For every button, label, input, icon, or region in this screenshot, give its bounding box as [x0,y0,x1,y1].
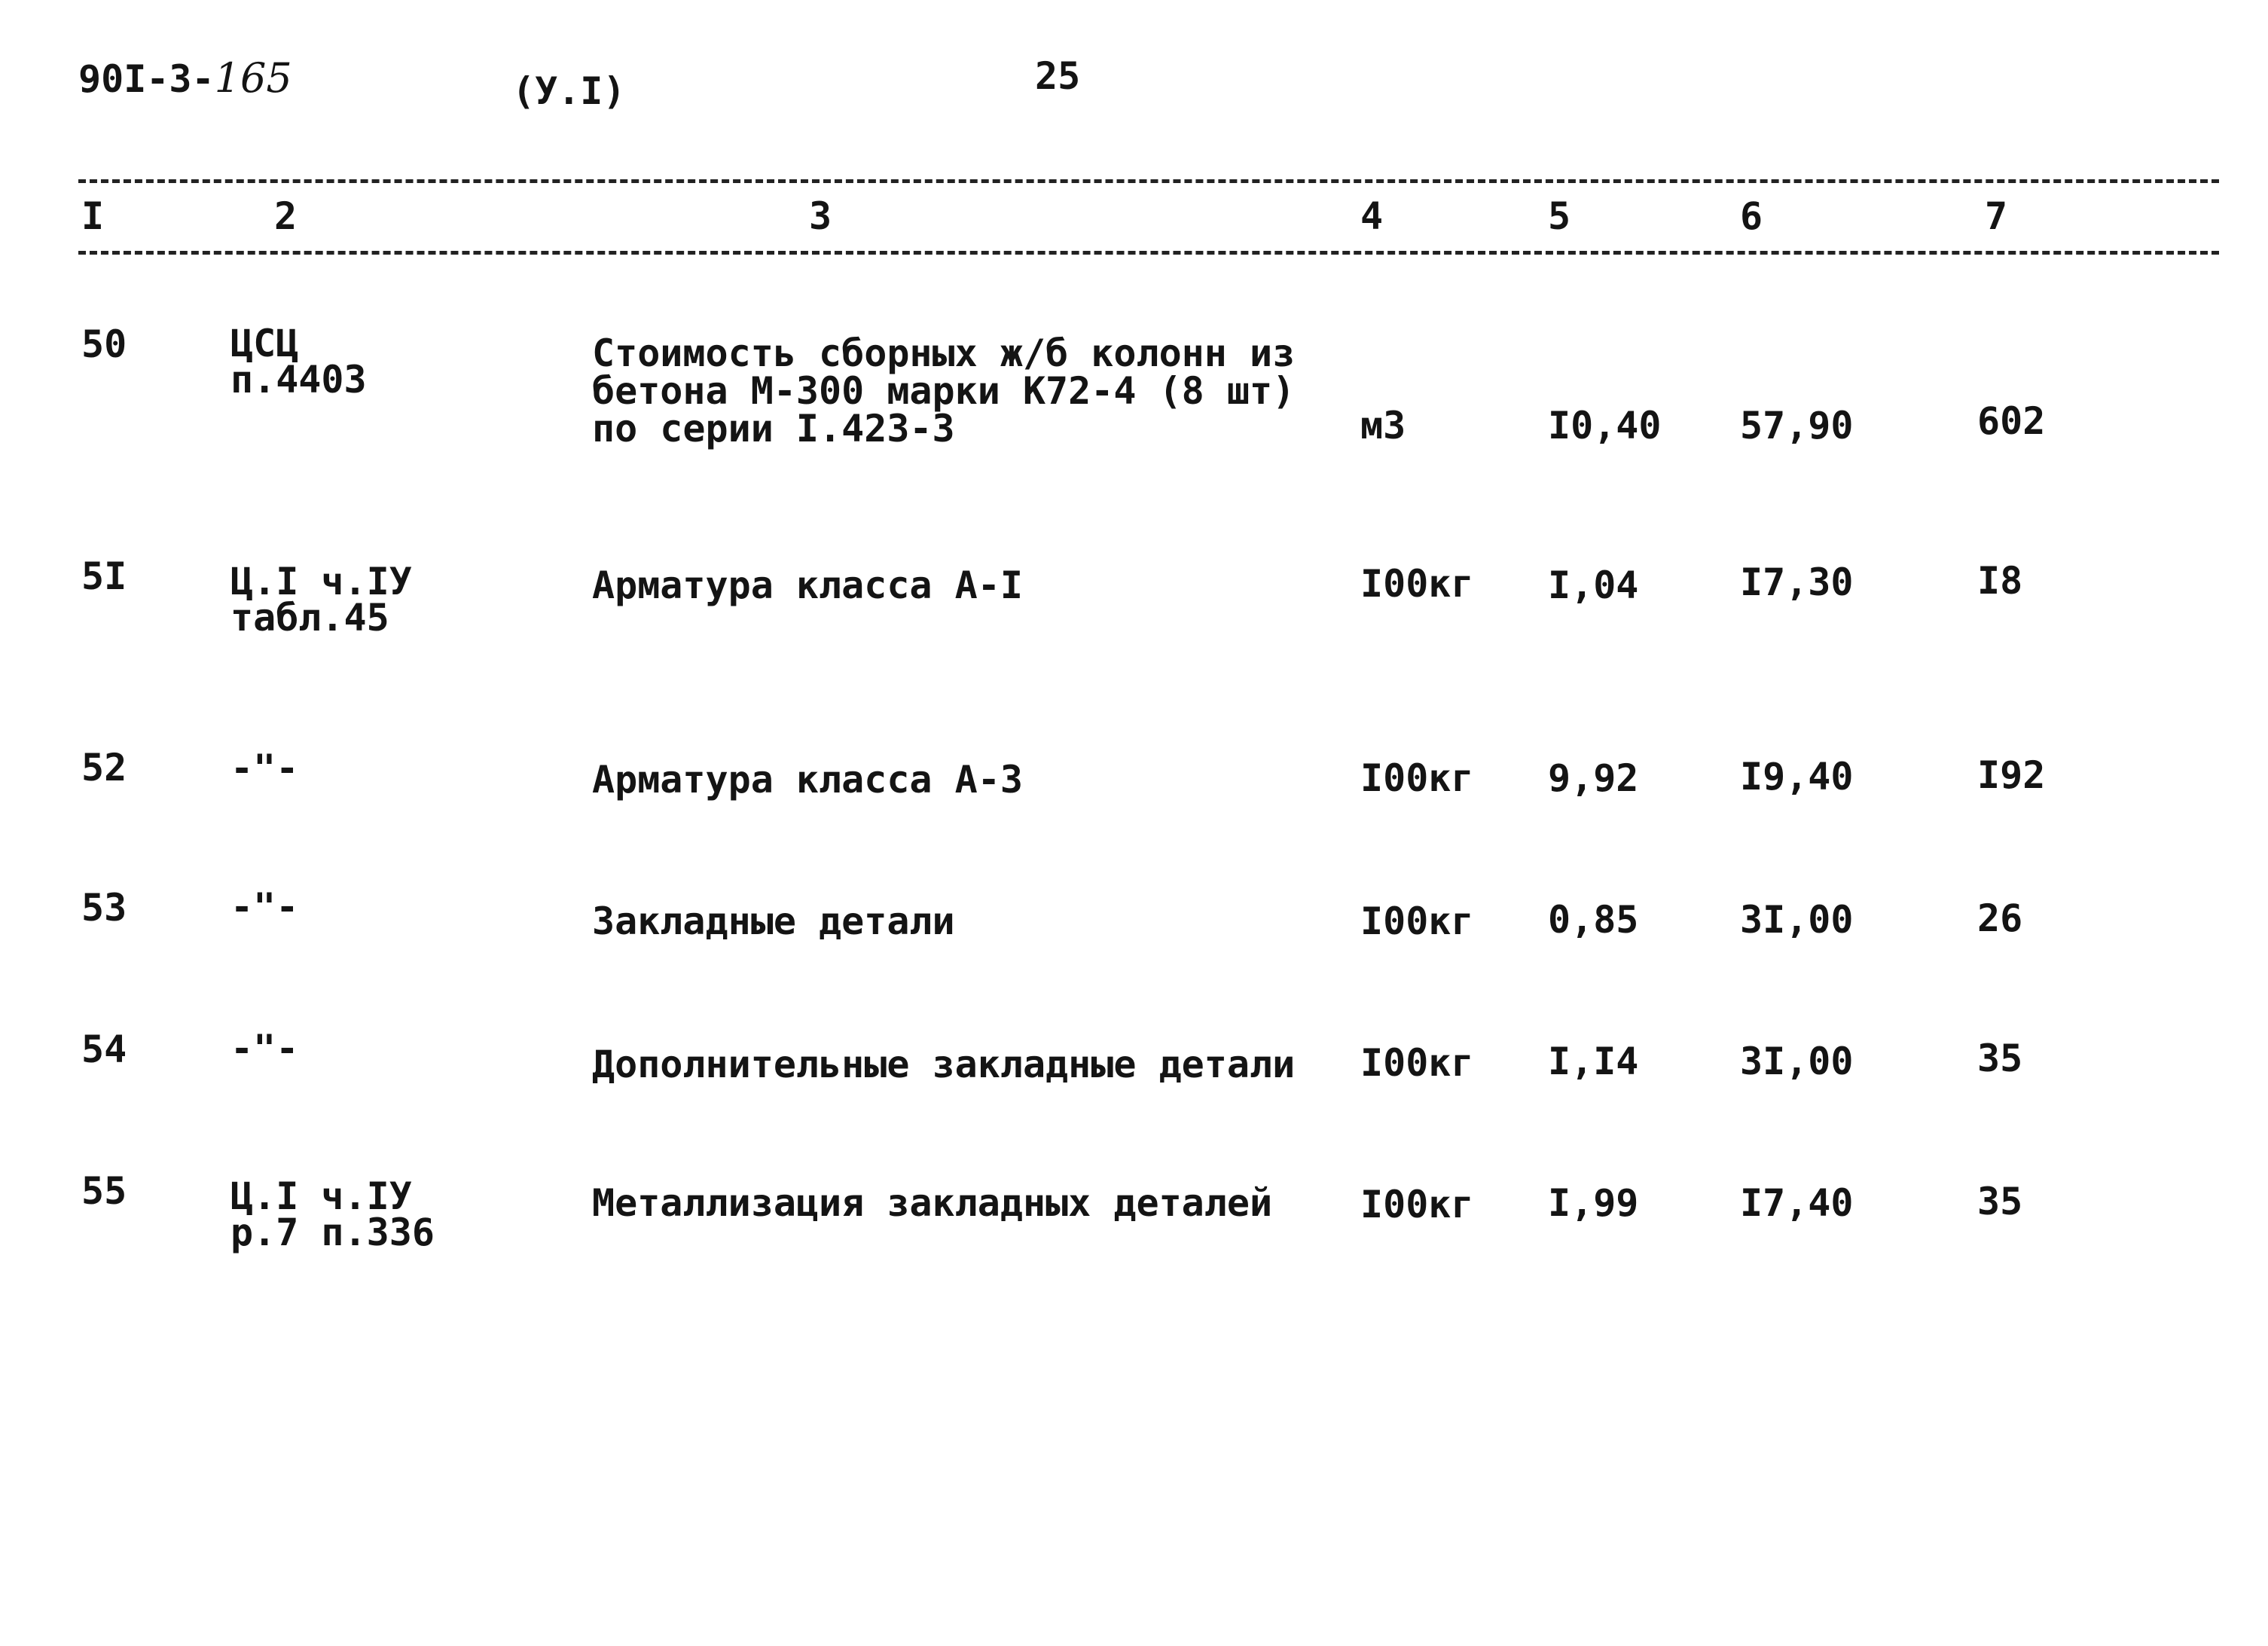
item-description [592,758,1023,802]
row-number: 50 [81,322,127,366]
row-number: 54 [81,1028,127,1071]
table-header-rule [78,251,2219,255]
column-number-3: 3 [809,194,832,238]
item-description [592,899,955,943]
item-description-line: Арматура класса А-3 [592,758,1023,802]
item-description [592,563,1023,607]
unit-price: I7,40 [1740,1181,1854,1225]
item-description-line: Стоимость сборных ж/б колонн из [592,331,1296,375]
table-top-rule [78,179,2219,183]
price-reference-line: п.4403 [230,358,367,402]
item-description-line: Арматура класса А-I [592,563,1023,607]
quantity: 0,85 [1548,898,1639,942]
total-cost: 35 [1977,1037,2023,1080]
column-number-7: 7 [1985,194,2008,238]
item-description-line: Дополнительные закладные детали [592,1043,1296,1086]
unit: I00кг [1360,1041,1474,1085]
unit-price: 3I,00 [1740,1040,1854,1083]
price-reference [230,1027,299,1070]
variant-label: (У.I) [512,69,626,113]
column-number-6: 6 [1740,194,1763,238]
quantity: 9,92 [1548,756,1639,800]
unit-price: 57,90 [1740,404,1854,447]
total-cost: I92 [1977,753,2046,797]
column-number-2: 2 [274,194,298,238]
total-cost: I8 [1977,559,2023,603]
total-cost: 35 [1977,1180,2023,1223]
item-description [592,1043,1296,1086]
price-reference-line: -"- [230,885,299,929]
unit: I00кг [1360,756,1474,800]
row-number: 55 [81,1169,127,1213]
unit-price: I9,40 [1740,755,1854,799]
quantity: I,I4 [1548,1040,1639,1083]
item-description-line: Металлизация закладных деталей [592,1181,1273,1225]
item-description [592,331,1296,450]
total-cost: 602 [1977,399,2046,443]
total-cost: 26 [1977,896,2023,940]
price-reference [230,1174,435,1254]
price-reference-line: -"- [230,747,299,790]
item-description-line: Закладные детали [592,899,955,943]
quantity: I0,40 [1548,404,1662,447]
price-reference [230,885,299,929]
item-description [592,1181,1273,1225]
price-reference-line: ЦСЦ [230,322,299,365]
unit: I00кг [1360,1183,1474,1226]
price-reference [230,560,412,640]
column-number-4: 4 [1360,194,1384,238]
page-number: 25 [1035,54,1081,98]
price-reference-line: Ц.I ч.IУ [230,560,412,603]
document-code-handwritten: 165 [214,54,292,102]
price-reference-line: Ц.I ч.IУ [230,1174,412,1218]
item-description-line: по серии I.423-3 [592,407,955,450]
price-reference-line: р.7 п.336 [230,1211,435,1254]
price-reference [230,322,367,402]
quantity: I,99 [1548,1181,1639,1225]
quantity: I,04 [1548,563,1639,607]
price-reference [230,747,299,790]
unit-price: 3I,00 [1740,898,1854,942]
price-reference-line: табл.45 [230,596,389,640]
row-number: 5I [81,554,127,598]
column-number-1: I [81,194,105,238]
row-number: 53 [81,886,127,930]
unit: м3 [1360,404,1406,447]
unit-price: I7,30 [1740,560,1854,604]
row-number: 52 [81,746,127,789]
column-number-5: 5 [1548,194,1571,238]
unit: I00кг [1360,899,1474,943]
item-description-line: бетона М-300 марки К72-4 (8 шт) [592,369,1296,413]
document-code-printed: 90I-3- [78,57,215,101]
price-reference-line: -"- [230,1027,299,1070]
document-code [78,54,292,102]
unit: I00кг [1360,562,1474,606]
